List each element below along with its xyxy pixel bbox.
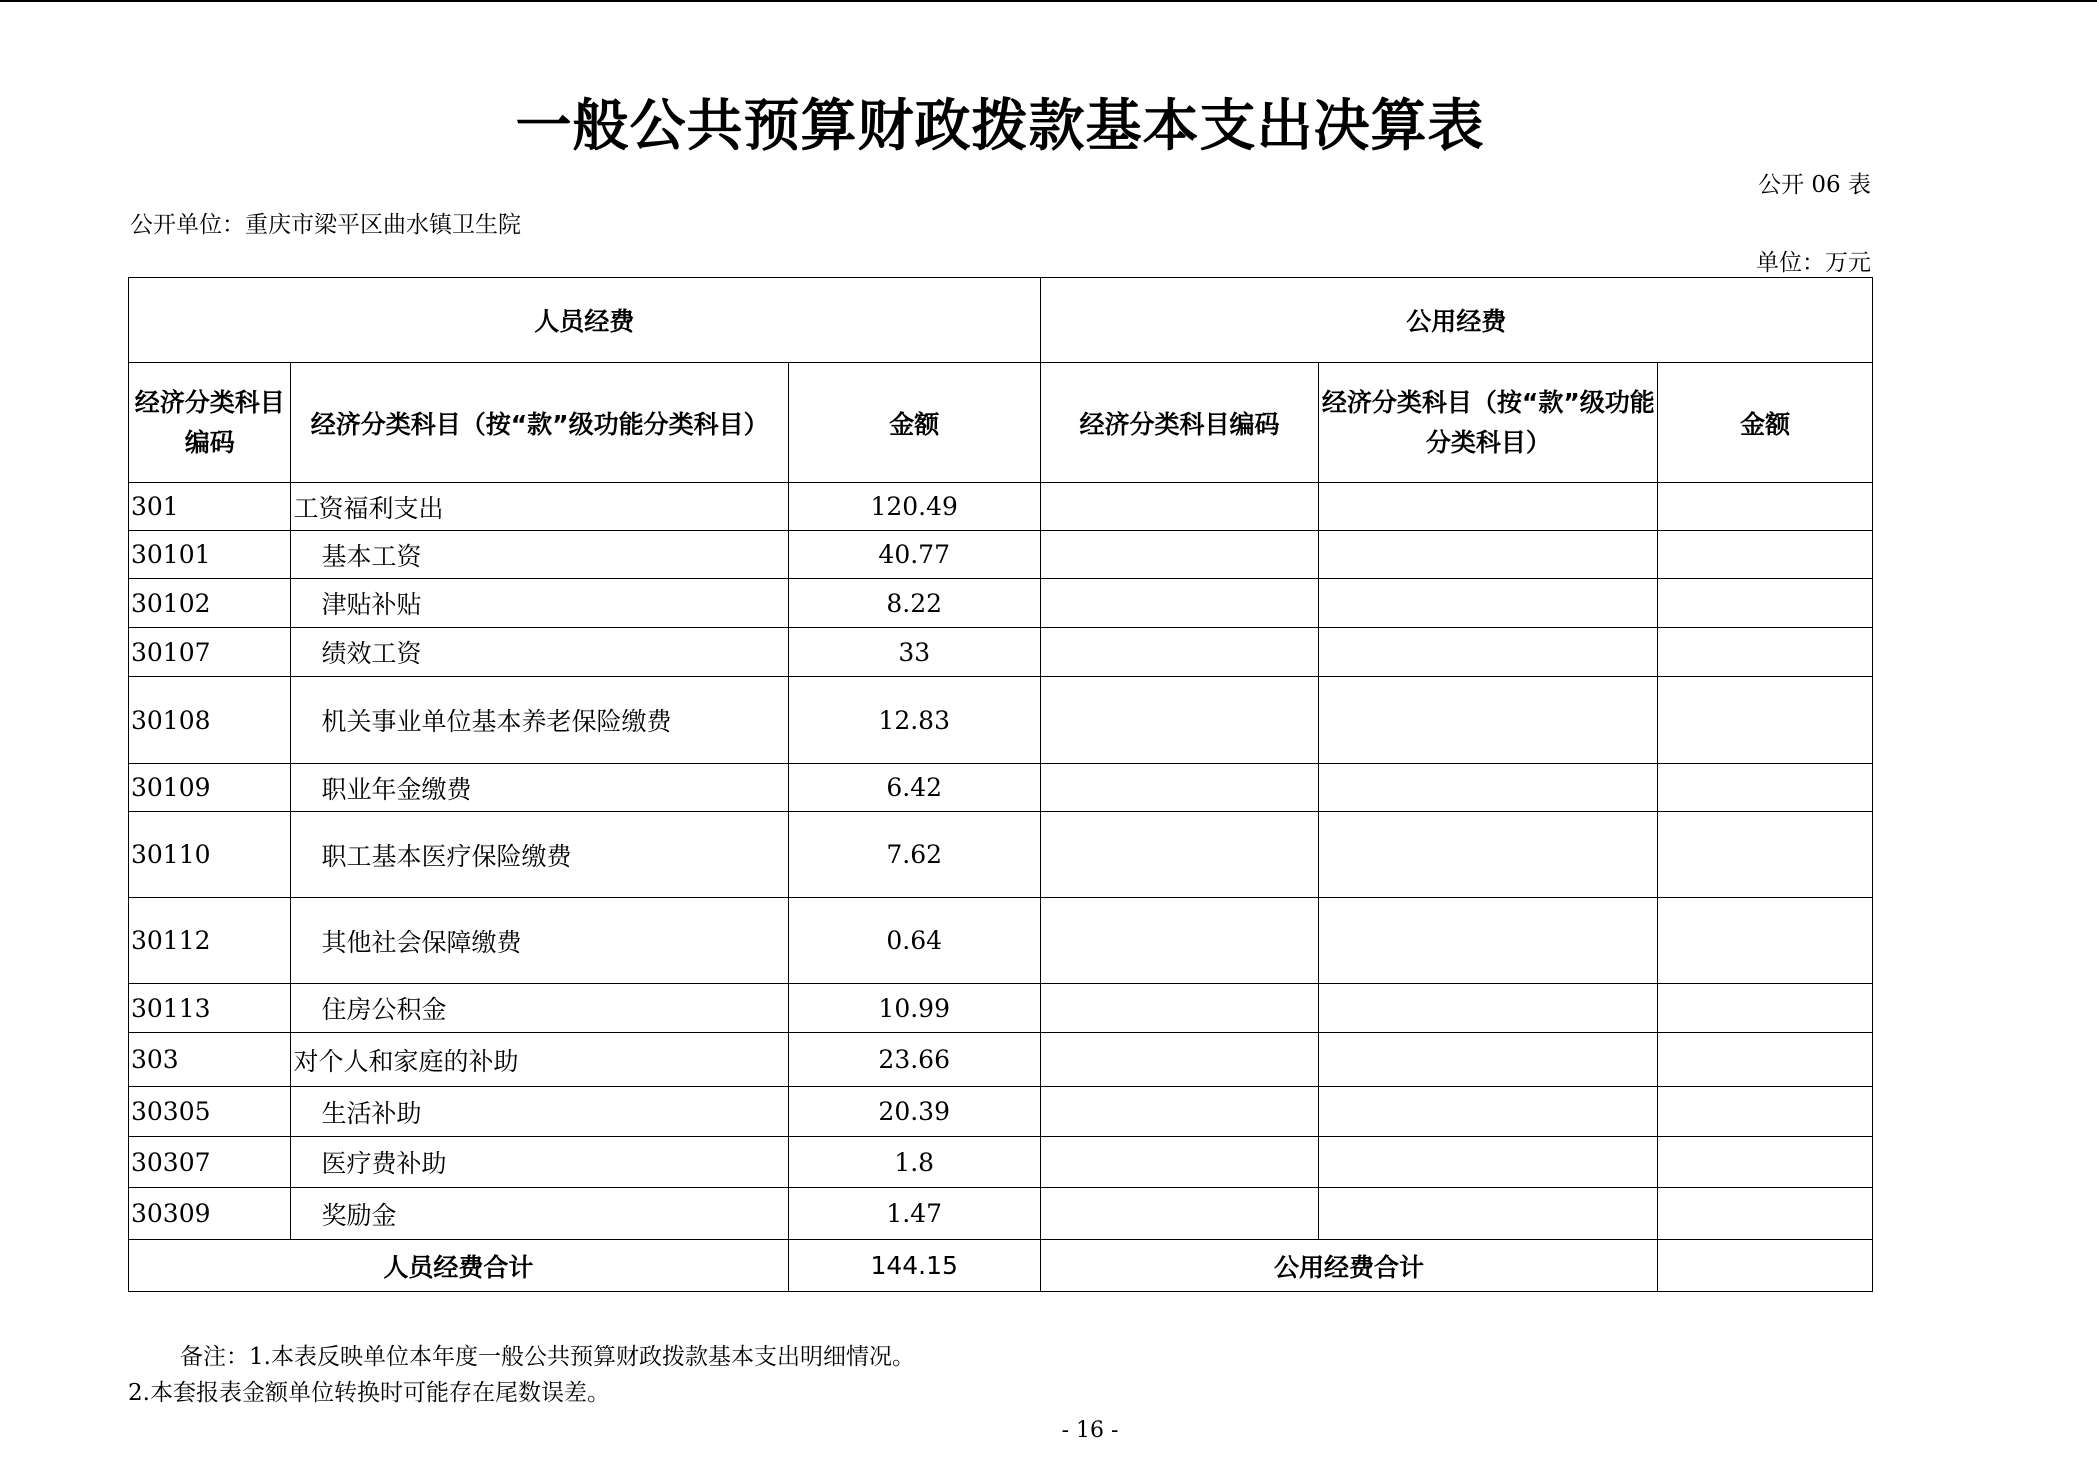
public-total-value	[1658, 1240, 1873, 1292]
row-public-name	[1319, 628, 1658, 677]
table-row	[129, 483, 1873, 531]
row-public-code	[1040, 1188, 1319, 1240]
col-header-name: 经济分类科目（按“款”级功能分类科目）	[291, 363, 788, 483]
row-public-name	[1319, 677, 1658, 764]
row-public-amount	[1658, 579, 1873, 628]
row-public-name	[1319, 1137, 1658, 1188]
row-public-code	[1040, 1137, 1319, 1188]
col-header-public-code: 经济分类科目编码	[1040, 363, 1319, 483]
row-code: 30112	[129, 898, 291, 984]
row-amount: 8.22	[788, 579, 1040, 628]
row-public-amount	[1658, 812, 1873, 898]
amount-unit: 单位：万元	[1756, 250, 1871, 276]
group-header-row	[129, 278, 1873, 363]
col-header-public-name: 经济分类科目（按“款”级功能分类科目）	[1319, 363, 1658, 483]
row-public-name	[1319, 1033, 1658, 1087]
row-name: 基本工资	[291, 531, 788, 579]
row-amount: 6.42	[788, 764, 1040, 812]
row-amount: 20.39	[788, 1087, 1040, 1137]
row-code: 30101	[129, 531, 291, 579]
row-public-name	[1319, 531, 1658, 579]
page-title: 一般公共预算财政拨款基本支出决算表	[515, 93, 1485, 159]
row-public-amount	[1658, 1033, 1873, 1087]
row-name: 职工基本医疗保险缴费	[291, 812, 788, 898]
row-name: 工资福利支出	[291, 483, 788, 531]
row-public-code	[1040, 531, 1319, 579]
top-border-line	[0, 0, 2097, 2]
row-code: 301	[129, 483, 291, 531]
row-amount: 23.66	[788, 1033, 1040, 1087]
table-row	[129, 579, 1873, 628]
row-amount: 120.49	[788, 483, 1040, 531]
row-name: 医疗费补助	[291, 1137, 788, 1188]
row-name: 其他社会保障缴费	[291, 898, 788, 984]
group-personnel-header: 人员经费	[129, 278, 1041, 363]
row-public-code	[1040, 984, 1319, 1033]
row-public-code	[1040, 579, 1319, 628]
table-row	[129, 1033, 1873, 1087]
col-header-public-amount: 金额	[1658, 363, 1873, 483]
row-public-amount	[1658, 531, 1873, 579]
budget-table	[128, 277, 1873, 1292]
page-number: - 16 -	[1061, 1418, 1119, 1443]
row-name: 奖励金	[291, 1188, 788, 1240]
row-public-amount	[1658, 1188, 1873, 1240]
row-code: 30305	[129, 1087, 291, 1137]
row-public-code	[1040, 764, 1319, 812]
public-total-label: 公用经费合计	[1040, 1240, 1658, 1292]
row-name: 机关事业单位基本养老保险缴费	[291, 677, 788, 764]
row-name: 对个人和家庭的补助	[291, 1033, 788, 1087]
row-public-code	[1040, 677, 1319, 764]
row-public-amount	[1658, 1087, 1873, 1137]
row-code: 30102	[129, 579, 291, 628]
personnel-total-value: 144.15	[788, 1240, 1040, 1292]
row-name: 职业年金缴费	[291, 764, 788, 812]
row-code: 30107	[129, 628, 291, 677]
row-public-code	[1040, 628, 1319, 677]
row-public-name	[1319, 579, 1658, 628]
table-row	[129, 531, 1873, 579]
table-row	[129, 1087, 1873, 1137]
row-public-code	[1040, 898, 1319, 984]
table-row	[129, 628, 1873, 677]
row-code: 30113	[129, 984, 291, 1033]
row-code: 303	[129, 1033, 291, 1087]
row-public-amount	[1658, 628, 1873, 677]
col-header-code: 经济分类科目编码	[129, 363, 291, 483]
row-public-code	[1040, 1087, 1319, 1137]
row-public-amount	[1658, 764, 1873, 812]
col-header-amount: 金额	[788, 363, 1040, 483]
row-amount: 40.77	[788, 531, 1040, 579]
row-public-amount	[1658, 483, 1873, 531]
row-name: 住房公积金	[291, 984, 788, 1033]
row-public-name	[1319, 1087, 1658, 1137]
row-amount: 33	[788, 628, 1040, 677]
row-amount: 0.64	[788, 898, 1040, 984]
row-amount: 1.47	[788, 1188, 1040, 1240]
row-public-amount	[1658, 1137, 1873, 1188]
row-public-code	[1040, 812, 1319, 898]
row-code: 30110	[129, 812, 291, 898]
row-amount: 7.62	[788, 812, 1040, 898]
row-public-name	[1319, 1188, 1658, 1240]
column-header-row	[129, 363, 1873, 483]
table-row	[129, 898, 1873, 984]
table-row	[129, 677, 1873, 764]
table-row	[129, 1188, 1873, 1240]
row-code: 30307	[129, 1137, 291, 1188]
row-public-name	[1319, 898, 1658, 984]
table-row	[129, 1137, 1873, 1188]
note-1: 备注：1.本表反映单位本年度一般公共预算财政拨款基本支出明细情况。	[180, 1344, 915, 1370]
row-amount: 12.83	[788, 677, 1040, 764]
row-public-name	[1319, 764, 1658, 812]
row-name: 绩效工资	[291, 628, 788, 677]
row-public-amount	[1658, 677, 1873, 764]
note-2: 2.本套报表金额单位转换时可能存在尾数误差。	[128, 1380, 610, 1406]
group-public-header: 公用经费	[1040, 278, 1872, 363]
personnel-total-label: 人员经费合计	[129, 1240, 789, 1292]
row-code: 30108	[129, 677, 291, 764]
reporting-unit: 公开单位：重庆市梁平区曲水镇卫生院	[130, 212, 521, 238]
total-row	[129, 1240, 1873, 1292]
row-public-amount	[1658, 984, 1873, 1033]
table-row	[129, 764, 1873, 812]
table-row	[129, 812, 1873, 898]
row-code: 30309	[129, 1188, 291, 1240]
row-public-amount	[1658, 898, 1873, 984]
row-amount: 1.8	[788, 1137, 1040, 1188]
row-public-name	[1319, 483, 1658, 531]
row-amount: 10.99	[788, 984, 1040, 1033]
row-public-code	[1040, 1033, 1319, 1087]
row-code: 30109	[129, 764, 291, 812]
row-name: 津贴补贴	[291, 579, 788, 628]
row-name: 生活补助	[291, 1087, 788, 1137]
row-public-name	[1319, 812, 1658, 898]
form-number: 公开 06 表	[1758, 172, 1871, 198]
row-public-name	[1319, 984, 1658, 1033]
table-row	[129, 984, 1873, 1033]
row-public-code	[1040, 483, 1319, 531]
